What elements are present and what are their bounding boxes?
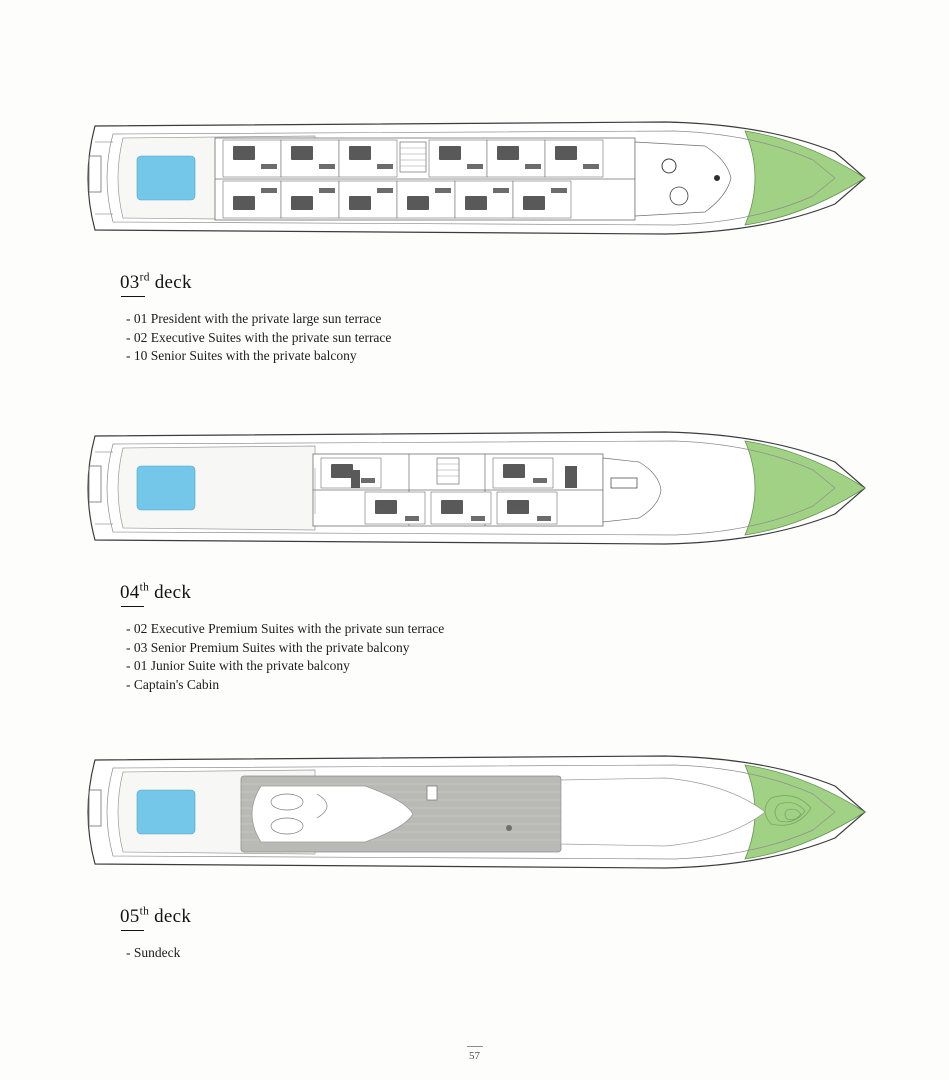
deck-plan-04-drawing (65, 418, 885, 558)
deck-ordinal-04: th (139, 581, 150, 594)
deck-section-05 (0, 742, 949, 963)
deck-section-04 (0, 418, 949, 694)
deck-number-05: 05 (120, 906, 140, 927)
deck-plan-04 (0, 418, 949, 568)
page-folio (0, 1046, 949, 1062)
list-item: - 03 Senior Premium Suites with the private balcony (126, 639, 410, 655)
list-item: - 01 President with the private large sun terrace (126, 311, 382, 326)
deck-list-03 (126, 310, 949, 366)
deck-number-04: 04 (120, 582, 140, 603)
deck-plan-05-drawing (65, 742, 885, 882)
list-item: - 01 Junior Suite with the private balcony (126, 658, 350, 673)
list-item: - 02 Executive Suites with the private sun terrace (126, 329, 392, 345)
deck-number-03: 03 (120, 272, 140, 293)
deck-word-05: deck (154, 906, 192, 927)
deck-section-03 (0, 108, 949, 366)
deck-heading-03 (120, 272, 949, 296)
deck-plan-05 (0, 742, 949, 892)
deck-list-05 (126, 944, 949, 963)
list-item: - 02 Executive Premium Suites with the private sun terrace (126, 621, 445, 636)
deck-heading-05 (120, 906, 949, 930)
folio-rule (467, 1046, 483, 1047)
deck-word-03: deck (154, 272, 192, 293)
deck-plan-03 (0, 108, 949, 258)
deck-word-04: deck (154, 582, 192, 603)
deck-heading-04 (120, 582, 949, 606)
deck-plan-03-drawing (65, 108, 885, 248)
list-item: - Captain's Cabin (126, 676, 220, 692)
deck-list-04 (126, 620, 949, 694)
deck-ordinal-03: rd (139, 271, 150, 284)
list-item: - 10 Senior Suites with the private balcony (126, 348, 357, 363)
deck-ordinal-05: th (139, 905, 150, 918)
list-item: - Sundeck (126, 945, 181, 960)
page-number: 57 (469, 1050, 480, 1062)
